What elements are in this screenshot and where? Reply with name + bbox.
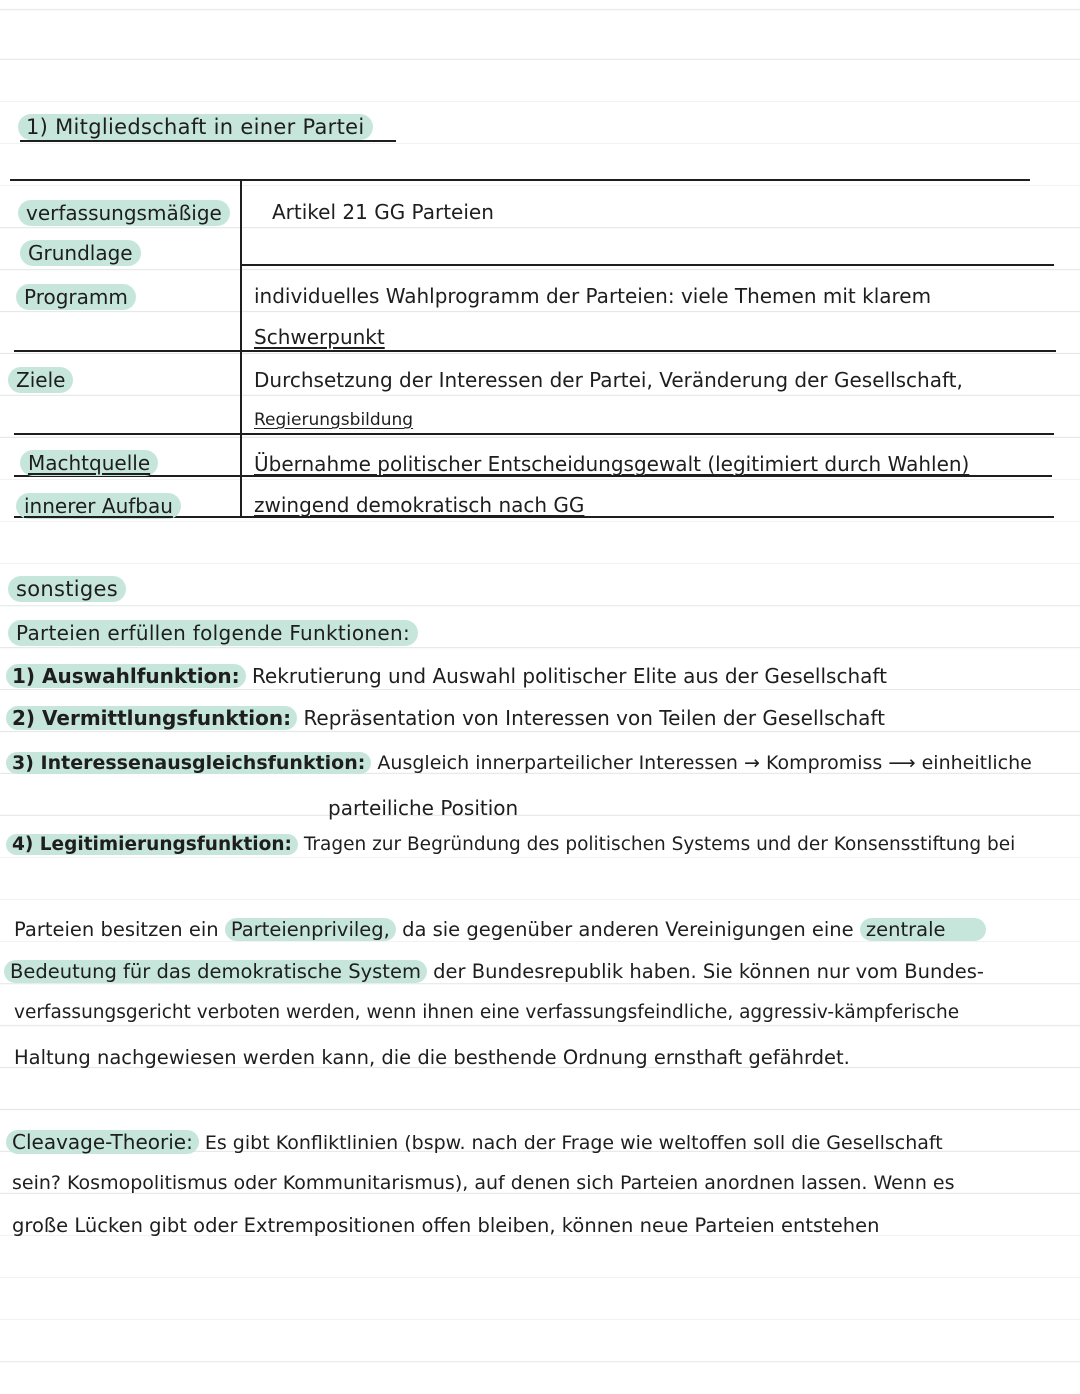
function-item <box>6 752 1032 774</box>
text: da sie gegenüber anderen Vereinigungen eine <box>402 918 854 941</box>
cleavage-line: große Lücken gibt oder Extrempositionen offen bleiben, können neue Parteien entstehen <box>12 1214 880 1237</box>
privileg-line: verfassungsgericht verboten werden, wenn ihnen eine verfassungsfeindliche, aggressiv-kämpferische <box>14 1002 960 1023</box>
row-label-machtquelle: Machtquelle <box>20 450 158 476</box>
highlight-cleavage-term: Cleavage-Theorie: <box>6 1130 199 1154</box>
row-value-grundlage: Artikel 21 GG Parteien <box>272 200 494 224</box>
function-text: Ausgleich innerparteilicher Interessen → Kompromiss ⟶ einheitliche <box>377 752 1032 774</box>
highlight-parteienprivileg: Parteienprivileg, <box>225 918 396 941</box>
privileg-line <box>14 918 986 941</box>
function-item <box>6 706 885 730</box>
row-label-aufbau: innerer Aufbau <box>16 493 181 519</box>
table-rule <box>240 264 1054 266</box>
title-underline <box>20 140 396 142</box>
function-name: 3) Interessenausgleichsfunktion: <box>6 752 371 774</box>
function-name: 2) Vermittlungsfunktion: <box>6 706 297 730</box>
table-divider <box>240 181 242 517</box>
row-label-grundlage: verfassungsmäßige <box>18 200 230 226</box>
page-title: 1) Mitgliedschaft in einer Partei <box>18 114 373 140</box>
table-border-top <box>10 179 1030 181</box>
function-name: 1) Auswahlfunktion: <box>6 664 246 688</box>
row-value-programm: individuelles Wahlprogramm der Parteien: viele Themen mit klarem <box>254 284 932 308</box>
privileg-line: Haltung nachgewiesen werden kann, die die besthende Ordnung ernsthaft gefährdet. <box>14 1046 850 1069</box>
cleavage-line <box>6 1130 943 1154</box>
function-text: Rekrutierung und Auswahl politischer Elite aus der Gesellschaft <box>251 664 887 688</box>
text: Es gibt Konfliktlinien (bspw. nach der Frage wie weltoffen soll die Gesellschaft <box>204 1132 943 1154</box>
function-name: 4) Legitimierungsfunktion: <box>6 834 298 855</box>
row-label-ziele: Ziele <box>8 367 73 393</box>
row-label-grundlage-2: Grundlage <box>20 240 141 266</box>
text: Parteien besitzen ein <box>14 918 219 941</box>
table-rule <box>14 433 1054 435</box>
table-rule <box>14 350 1056 352</box>
row-label-programm: Programm <box>16 284 136 310</box>
functions-intro: Parteien erfüllen folgende Funktionen: <box>8 620 418 646</box>
highlight-zentrale: zentrale <box>860 918 986 941</box>
section-title-sonstiges: sonstiges <box>8 576 126 602</box>
row-value-programm-2: Schwerpunkt <box>254 325 385 349</box>
function-text: Tragen zur Begründung des politischen Systems und der Konsensstiftung bei <box>303 834 1016 855</box>
row-value-ziele: Durchsetzung der Interessen der Partei, Veränderung der Gesellschaft, <box>254 368 963 392</box>
row-value-ziele-2: Regierungsbildung <box>254 410 414 430</box>
function-item <box>6 664 887 688</box>
cleavage-line: sein? Kosmopolitismus oder Kommunitarismus), auf denen sich Parteien anordnen lassen. Wenn es <box>12 1172 955 1194</box>
privileg-line <box>4 960 984 983</box>
function-text: Repräsentation von Interessen von Teilen der Gesellschaft <box>303 706 885 730</box>
function-item <box>6 834 1015 855</box>
text: der Bundesrepublik haben. Sie können nur vom Bundes- <box>433 960 984 983</box>
row-value-machtquelle: Übernahme politischer Entscheidungsgewalt (legitimiert durch Wahlen) <box>254 452 970 476</box>
function-text-continued: parteiliche Position <box>328 796 519 820</box>
row-value-aufbau: zwingend demokratisch nach GG <box>254 493 585 517</box>
highlight-bedeutung: Bedeutung für das demokratische System <box>4 960 427 983</box>
